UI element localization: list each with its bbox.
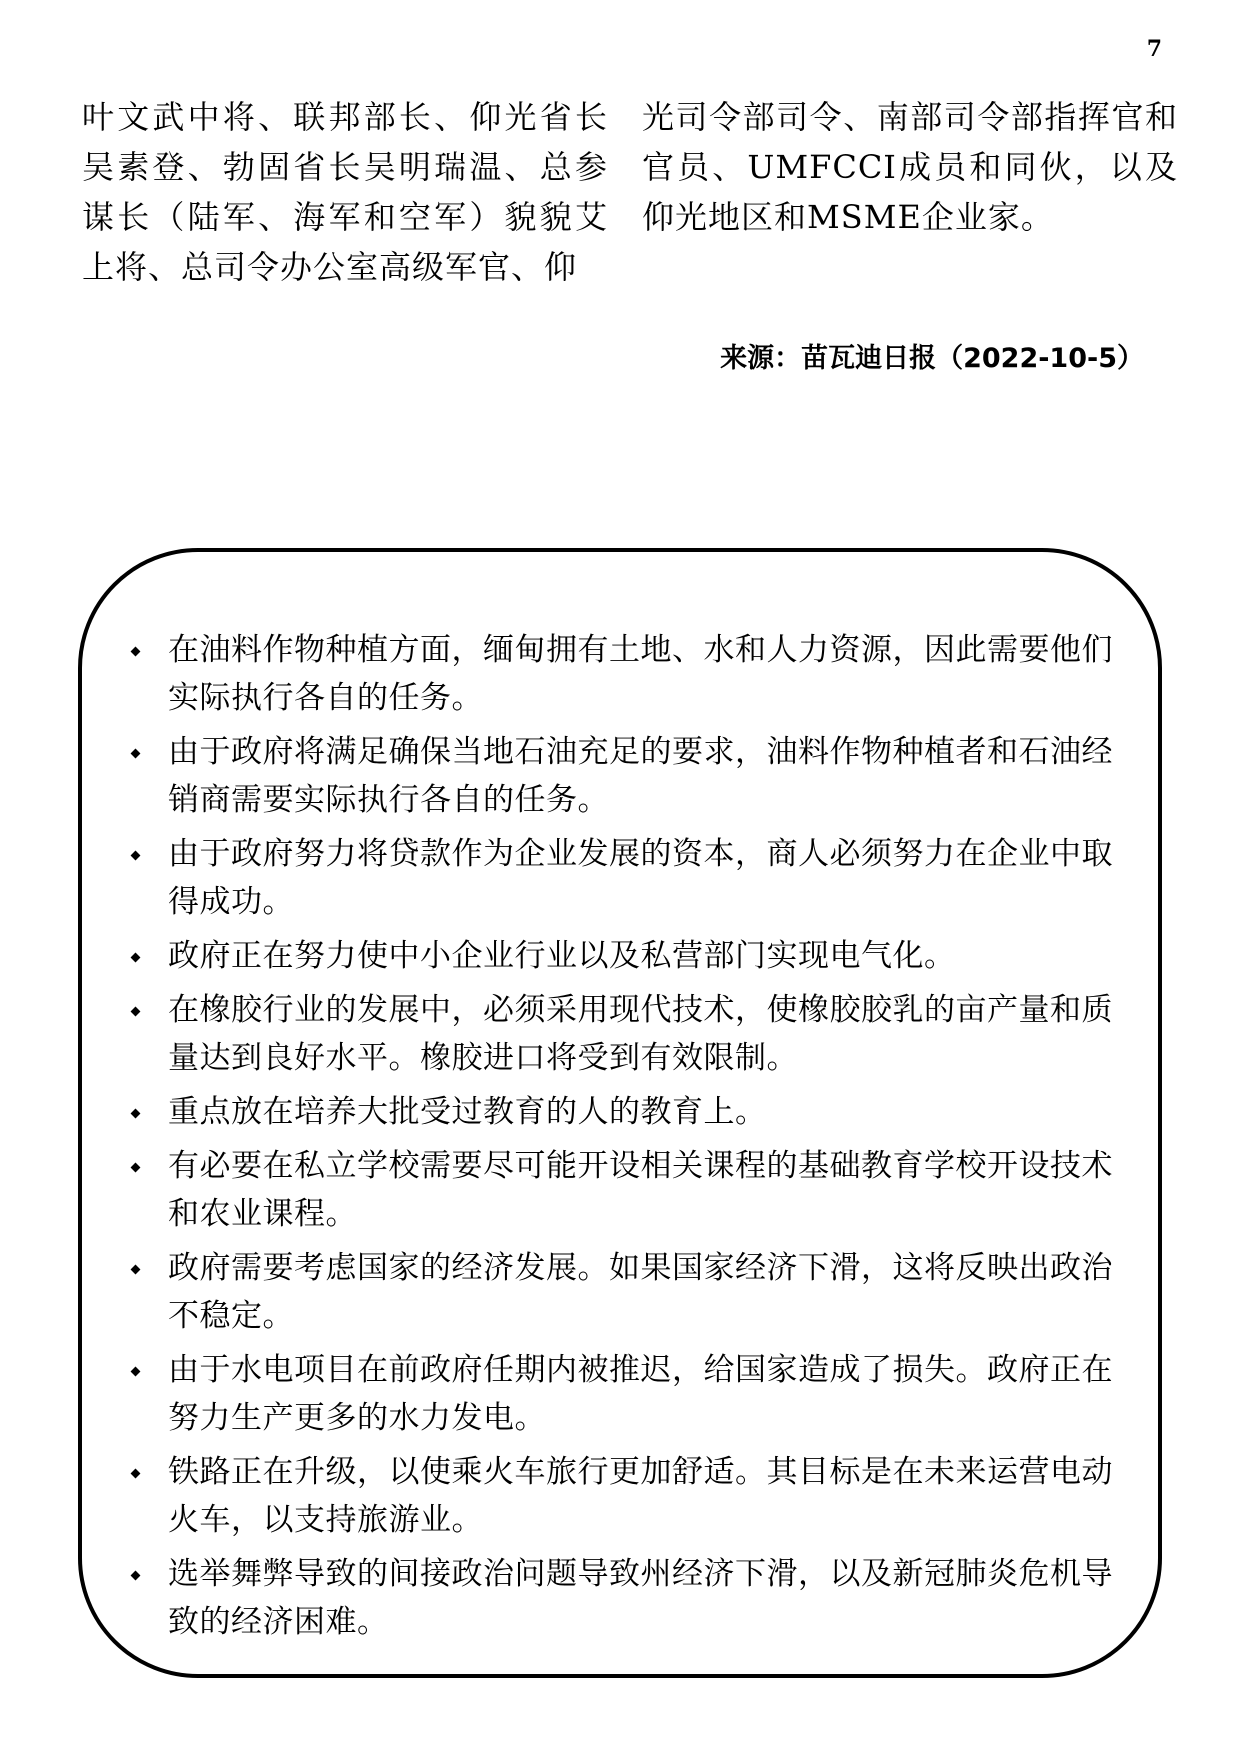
list-item <box>132 830 1132 926</box>
list-item <box>132 1244 1132 1340</box>
list-item <box>132 1448 1132 1544</box>
list-item-text: 铁路正在升级，以使乘火车旅行更加舒适。其目标是在未来运营电动火车，以支持旅游业。 <box>168 1454 1113 1538</box>
list-item-text: 有必要在私立学校需要尽可能开设相关课程的基础教育学校开设技术和农业课程。 <box>168 1148 1113 1232</box>
page-number: 7 <box>1146 36 1162 62</box>
list-item-text: 由于水电项目在前政府任期内被推迟，给国家造成了损失。政府正在努力生产更多的水力发电。 <box>168 1352 1113 1436</box>
list-item-text: 重点放在培养大批受过教育的人的教育上。 <box>168 1094 767 1130</box>
list-item-text: 在橡胶行业的发展中，必须采用现代技术，使橡胶胶乳的亩产量和质量达到良好水平。橡胶进口将受到有效限制。 <box>168 992 1113 1076</box>
article-text-left: 叶文武中将、联邦部长、仰光省长吴素登、勃固省长吴明瑞温、总参谋长（陆军、海军和空军）貌貌艾上将、总司令办公室高级军官、仰 <box>82 98 608 286</box>
article-text-right: 光司令部司令、南部司令部指挥官和官员、UMFCCI成员和同伙，以及仰光地区和MSME企业家。 <box>642 98 1178 236</box>
list-item-text: 由于政府将满足确保当地石油充足的要求，油料作物种植者和石油经销商需要实际执行各自的任务。 <box>168 734 1113 818</box>
list-item-text: 政府需要考虑国家的经济发展。如果国家经济下滑，这将反映出政治不稳定。 <box>168 1250 1113 1334</box>
list-item <box>132 728 1132 824</box>
diamond-bullet-icon <box>131 749 141 759</box>
diamond-bullet-icon <box>131 953 141 963</box>
diamond-bullet-icon <box>131 1367 141 1377</box>
list-item-text: 选举舞弊导致的间接政治问题导致州经济下滑，以及新冠肺炎危机导致的经济困难。 <box>168 1556 1113 1640</box>
diamond-bullet-icon <box>131 647 141 657</box>
list-item-text: 政府正在努力使中小企业行业以及私营部门实现电气化。 <box>168 938 956 974</box>
list-item-text: 由于政府努力将贷款作为企业发展的资本，商人必须努力在企业中取得成功。 <box>168 836 1113 920</box>
summary-bullet-list <box>132 626 1132 1652</box>
diamond-bullet-icon <box>131 1007 141 1017</box>
list-item <box>132 986 1132 1082</box>
article-column-right <box>642 92 1178 242</box>
list-item <box>132 1550 1132 1646</box>
diamond-bullet-icon <box>131 1469 141 1479</box>
list-item <box>132 932 1132 980</box>
list-item <box>132 1088 1132 1136</box>
summary-box <box>78 548 1162 1678</box>
list-item-text: 在油料作物种植方面，缅甸拥有土地、水和人力资源，因此需要他们实际执行各自的任务。 <box>168 632 1113 716</box>
article-column-left <box>82 92 608 292</box>
diamond-bullet-icon <box>131 1571 141 1581</box>
diamond-bullet-icon <box>131 1163 141 1173</box>
diamond-bullet-icon <box>131 1109 141 1119</box>
list-item <box>132 1346 1132 1442</box>
diamond-bullet-icon <box>131 1265 141 1275</box>
source-citation: 来源：苗瓦迪日报（2022-10-5） <box>720 343 1144 374</box>
list-item <box>132 1142 1132 1238</box>
diamond-bullet-icon <box>131 851 141 861</box>
list-item <box>132 626 1132 722</box>
